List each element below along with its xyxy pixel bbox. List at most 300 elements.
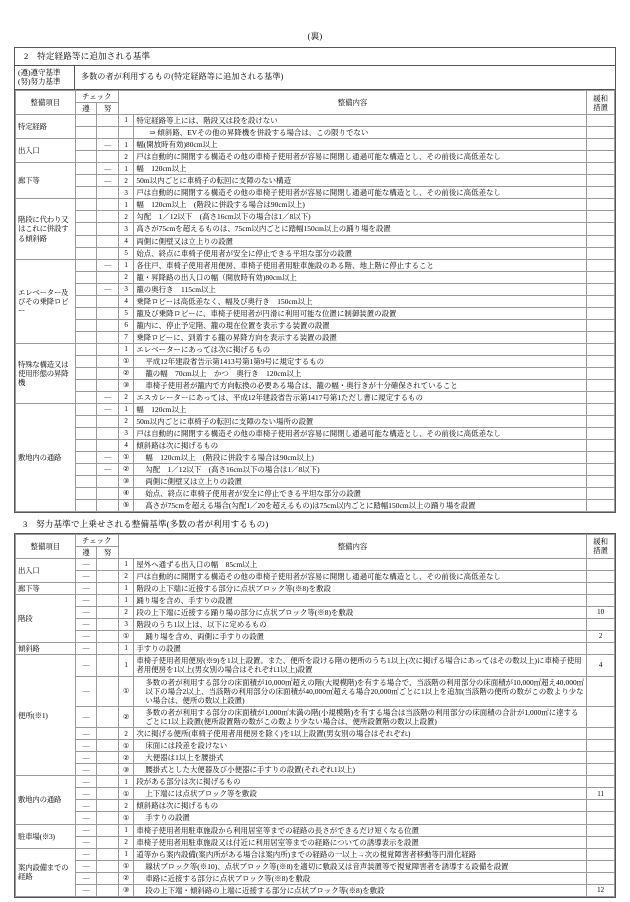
row-content — [134, 812, 587, 824]
row-content — [134, 367, 587, 379]
row-content-text: 始点、終点に車椅子使用者が安全に停止できる平坦な部分の設置 — [145, 489, 362, 499]
relax-measure-cell — [587, 824, 615, 836]
check-cell-do[interactable] — [97, 643, 119, 655]
relax-measure-cell: 4 — [587, 655, 615, 677]
header-relax-line2: 措置 — [593, 102, 608, 112]
check-cell-jun[interactable]: — — [75, 764, 97, 776]
check-cell-jun[interactable] — [75, 367, 97, 379]
table-row — [16, 752, 615, 764]
header-check-jun: 遵 — [75, 103, 97, 115]
row-content: 幅 120cm以上 (階段に併設する場合は90cm以上) — [134, 199, 587, 211]
row-content-text: 高さが75cmを超える場合(勾配1／20を超えるもの)は75cm以内ごとに踏幅150cm以上の踊り場を設置 — [145, 501, 476, 511]
check-cell-do[interactable] — [97, 187, 119, 199]
row-number: ① — [118, 452, 133, 464]
row-item-label: エレベーター及びその乗降ロビー — [16, 259, 76, 343]
relax-measure-cell — [587, 595, 615, 607]
header-relax-line1: 緩和 — [593, 537, 608, 547]
check-cell-do[interactable]: — — [97, 464, 119, 476]
row-number: 1 — [118, 776, 133, 788]
relax-measure-cell — [587, 319, 615, 331]
row-content: 各住戸、車椅子使用者用便房、車椅子使用者用駐車施設のある階、地上階に停止すること — [134, 259, 587, 271]
table-row — [16, 331, 615, 343]
table-row — [16, 367, 615, 379]
row-number: 3 — [118, 187, 133, 199]
header-check-jun: 遵 — [75, 546, 97, 558]
check-cell-do[interactable]: — — [97, 452, 119, 464]
row-content-text: 線状ブロック等(※10)、点状ブロック等(※8)を適切に敷設又は音声装置等で視覚障害者を誘導する設備を設置 — [145, 861, 509, 871]
table-row — [16, 283, 615, 295]
section-3-table-body — [16, 558, 615, 896]
check-cell-do[interactable] — [97, 607, 119, 619]
relax-measure-cell — [587, 295, 615, 307]
check-cell-jun[interactable]: — — [75, 872, 97, 884]
row-number: 1 — [118, 163, 133, 175]
relax-measure-cell — [587, 740, 615, 752]
table-row — [16, 800, 615, 812]
row-content: 幅(開放時有効)80cm以上 — [134, 139, 587, 151]
check-cell-do[interactable] — [97, 848, 119, 860]
check-cell-jun[interactable] — [75, 163, 97, 175]
row-number: ② — [118, 464, 133, 476]
section-2-table — [15, 90, 615, 512]
table-row — [16, 391, 615, 403]
relax-measure-cell — [587, 452, 615, 464]
table-row — [16, 464, 615, 476]
check-cell-do[interactable] — [97, 476, 119, 488]
check-cell-jun[interactable]: — — [75, 595, 97, 607]
check-cell-do[interactable] — [97, 415, 119, 427]
check-cell-do[interactable] — [97, 223, 119, 235]
check-cell-do[interactable] — [97, 570, 119, 582]
relax-measure-cell: 10 — [587, 607, 615, 619]
table-row — [16, 271, 615, 283]
check-cell-jun[interactable]: — — [75, 800, 97, 812]
table-row — [16, 379, 615, 391]
check-cell-jun[interactable] — [75, 223, 97, 235]
header-content: 整備内容 — [118, 534, 586, 558]
relax-measure-cell — [587, 776, 615, 788]
check-cell-jun[interactable] — [75, 307, 97, 319]
row-content-text: 多数の者が利用する部分の床面積が10,000㎡超えの階(大規模階)を有する場合で、当該階の利用部分の床面積が10,000㎡超え40,000㎡以下の場合2以上、当該階の利用部分の床面積が40,000㎡超える場合20,000㎡ごとに1以上を追加(当該階の便所の数がこの数より少ない場合は、便所の数以上設置) — [145, 677, 585, 705]
relax-measure-cell — [587, 752, 615, 764]
check-cell-do[interactable] — [97, 367, 119, 379]
relax-measure-cell — [587, 307, 615, 319]
row-number: 3 — [118, 223, 133, 235]
relax-measure-cell: 12 — [587, 884, 615, 896]
row-content: 車椅子使用者用便房(※9)を1以上設置。また、便所を設ける階の便所のうち1以上(次に掲げる場合にあってはその数以上)に車椅子使用者用便房を1以上(男女別の場合はそれぞれ1以上)設置 — [134, 655, 587, 677]
check-cell-jun[interactable] — [75, 139, 97, 151]
check-cell-do[interactable] — [97, 800, 119, 812]
row-item-label: 敷地内の通路 — [16, 776, 76, 824]
check-cell-jun[interactable] — [75, 379, 97, 391]
section-3-table-head — [16, 534, 615, 558]
header-relax — [587, 91, 615, 115]
check-cell-jun[interactable] — [75, 440, 97, 452]
row-content: 戸は自動的に開閉する構造その他の車椅子使用者が容易に開閉し通過可能な構造とし、その前後に高低差なし — [134, 187, 587, 199]
relax-measure-cell — [587, 283, 615, 295]
row-number: 2 — [118, 800, 133, 812]
check-cell-jun[interactable] — [75, 476, 97, 488]
check-cell-do[interactable] — [97, 379, 119, 391]
row-content — [134, 788, 587, 800]
check-cell-jun[interactable] — [75, 452, 97, 464]
check-cell-jun[interactable] — [75, 403, 97, 415]
header-item: 整備項目 — [16, 534, 76, 558]
table-row — [16, 676, 615, 706]
check-cell-jun[interactable] — [75, 500, 97, 512]
row-content: 車椅子使用者用駐車施設又は付近に利用居室等までの経路についての誘導表示を設置 — [134, 836, 587, 848]
row-item-label: 出入口 — [16, 558, 76, 582]
row-content: 始点、終点に車椅子使用者が安全に停止できる平坦な部分の設置 — [134, 247, 587, 259]
check-cell-jun[interactable] — [75, 295, 97, 307]
check-cell-do[interactable]: — — [97, 139, 119, 151]
header-item: 整備項目 — [16, 91, 76, 115]
relax-measure-cell — [587, 706, 615, 728]
check-cell-jun[interactable]: — — [75, 631, 97, 643]
check-cell-do[interactable] — [97, 824, 119, 836]
check-cell-do[interactable] — [97, 199, 119, 211]
relax-measure-cell — [587, 379, 615, 391]
table-row — [16, 211, 615, 223]
check-cell-do[interactable] — [97, 235, 119, 247]
relax-measure-cell — [587, 488, 615, 500]
check-cell-do[interactable] — [97, 500, 119, 512]
check-cell-do[interactable] — [97, 631, 119, 643]
header-relax-line1: 緩和 — [593, 93, 608, 103]
relax-measure-cell — [587, 440, 615, 452]
table-row — [16, 355, 615, 367]
check-cell-do[interactable] — [97, 706, 119, 728]
check-cell-jun[interactable]: — — [75, 655, 97, 677]
row-content-text: 車椅子使用者が籠内で方向転換の必要ある場合は、籠の幅・奥行きが十分確保されていること — [145, 380, 458, 390]
row-number: 2 — [118, 570, 133, 582]
check-cell-do[interactable]: — — [97, 283, 119, 295]
check-cell-jun[interactable] — [75, 343, 97, 355]
row-number: 1 — [118, 643, 133, 655]
header-relax-line2: 措置 — [593, 546, 608, 556]
relax-measure-cell — [587, 115, 615, 127]
check-cell-jun[interactable]: — — [75, 619, 97, 631]
check-cell-jun[interactable]: — — [75, 824, 97, 836]
row-content-text: 段の上下端・傾斜路の上端に近接する部分に点状ブロック等(※8)を敷設 — [145, 885, 385, 895]
row-number: 6 — [118, 319, 133, 331]
legend-do: (努)努力基準 — [18, 77, 61, 87]
row-item-label: 特殊な構造又は使用形態の昇降機 — [16, 343, 76, 403]
relax-measure-cell — [587, 558, 615, 570]
check-cell-jun[interactable]: — — [75, 607, 97, 619]
check-cell-do[interactable] — [97, 295, 119, 307]
relax-measure-cell — [587, 271, 615, 283]
check-cell-do[interactable] — [97, 872, 119, 884]
relax-measure-cell — [587, 836, 615, 848]
check-cell-jun[interactable]: — — [75, 582, 97, 594]
row-number: 5 — [118, 307, 133, 319]
row-content-text: 平成12年建設省告示第1413号第1第9号に規定するもの — [145, 356, 325, 366]
check-cell-do[interactable] — [97, 788, 119, 800]
section-2-title: 2 特定経路等に追加される基準 — [15, 48, 615, 66]
table-row — [16, 860, 615, 872]
row-number: 2 — [118, 836, 133, 848]
check-cell-do[interactable] — [97, 728, 119, 740]
relax-measure-cell — [587, 800, 615, 812]
row-number: ① — [118, 355, 133, 367]
row-content — [134, 488, 587, 500]
check-cell-jun[interactable] — [75, 175, 97, 187]
relax-measure-cell — [587, 728, 615, 740]
relax-measure-cell — [587, 127, 615, 139]
check-cell-do[interactable]: — — [97, 391, 119, 403]
section-3-table — [15, 534, 615, 897]
check-cell-jun[interactable]: — — [75, 570, 97, 582]
row-content — [134, 764, 587, 776]
table-row — [16, 115, 615, 127]
row-number: 2 — [118, 211, 133, 223]
check-cell-do[interactable] — [97, 355, 119, 367]
check-cell-jun[interactable] — [75, 464, 97, 476]
table-row — [16, 235, 615, 247]
check-cell-do[interactable] — [97, 271, 119, 283]
check-cell-do[interactable] — [97, 836, 119, 848]
check-cell-do[interactable]: — — [97, 175, 119, 187]
row-content — [134, 676, 587, 706]
check-cell-jun[interactable]: — — [75, 740, 97, 752]
check-cell-jun[interactable]: — — [75, 812, 97, 824]
check-cell-do[interactable] — [97, 582, 119, 594]
check-cell-do[interactable] — [97, 488, 119, 500]
row-number: ① — [118, 740, 133, 752]
row-content: 勾配 1／12以下 (高さ16cm以下の場合は1／8以下) — [134, 211, 587, 223]
row-content: 籠内に、停止予定階、籠の現在位置を表示する装置の設置 — [134, 319, 587, 331]
check-cell-do[interactable] — [97, 247, 119, 259]
relax-measure-cell — [587, 476, 615, 488]
relax-measure-cell — [587, 151, 615, 163]
check-cell-do[interactable] — [97, 595, 119, 607]
check-cell-do[interactable] — [97, 740, 119, 752]
row-content: 籠の奥行き 115cm以上 — [134, 283, 587, 295]
row-content-text: 籠の幅 70cm以上 かつ 奥行き 120cm以上 — [145, 368, 302, 378]
check-cell-jun[interactable] — [75, 331, 97, 343]
row-content: 手すりの設置 — [134, 643, 587, 655]
check-cell-do[interactable] — [97, 860, 119, 872]
relax-measure-cell — [587, 464, 615, 476]
relax-measure-cell — [587, 812, 615, 824]
row-content: 戸は自動的に開閉する構造その他の車椅子使用者が容易に開閉し通過可能な構造とし、その前後に高低差なし — [134, 570, 587, 582]
row-content-text: 多数の者が利用する部分の床面積が1,000㎡未満の階(小規模階)を有する場合は当該階の利用部分の床面積の合計が1,000㎡に達するごとに1以上設置(便所設置階の数がこの数より少ない場合は、便所設置階の数以上設置) — [145, 707, 579, 726]
row-number: ③ — [118, 379, 133, 391]
row-content: 50m以内ごとに車椅子の転回に支障のない構造 — [134, 175, 587, 187]
row-number: 1 — [118, 403, 133, 415]
header-check-do: 努 — [97, 103, 119, 115]
table-row — [16, 187, 615, 199]
check-cell-jun[interactable] — [75, 127, 97, 139]
table-row — [16, 415, 615, 427]
relax-measure-cell — [587, 163, 615, 175]
relax-measure-cell — [587, 643, 615, 655]
section-3-title: 3 努力基準で上乗せされる整備基準(多数の者が利用するもの) — [23, 519, 269, 530]
check-cell-jun[interactable]: — — [75, 676, 97, 706]
check-cell-do[interactable] — [97, 127, 119, 139]
table-row — [16, 582, 615, 594]
row-content — [134, 452, 587, 464]
check-cell-do[interactable] — [97, 655, 119, 677]
check-cell-jun[interactable] — [75, 428, 97, 440]
check-cell-do[interactable] — [97, 211, 119, 223]
table-row — [16, 319, 615, 331]
table-row — [16, 307, 615, 319]
check-cell-do[interactable] — [97, 151, 119, 163]
table-row — [16, 631, 615, 643]
check-cell-jun[interactable]: — — [75, 776, 97, 788]
table-row — [16, 440, 615, 452]
check-cell-jun[interactable]: — — [75, 706, 97, 728]
check-cell-jun[interactable]: — — [75, 836, 97, 848]
table-row — [16, 824, 615, 836]
row-content: 乗降ロビーは高低差なく、幅及び奥行き 150cm以上 — [134, 295, 587, 307]
table-row — [16, 151, 615, 163]
check-cell-jun[interactable] — [75, 488, 97, 500]
row-content: エスカレーターにあっては、平成12年建設省告示第1417号第1ただし書に規定するもの — [134, 391, 587, 403]
relax-measure-cell — [587, 199, 615, 211]
header-check-group: チェック — [75, 91, 118, 103]
check-cell-do[interactable]: — — [97, 259, 119, 271]
header-check-do: 努 — [97, 546, 119, 558]
check-cell-jun[interactable]: — — [75, 860, 97, 872]
row-number: 7 — [118, 331, 133, 343]
table-row — [16, 619, 615, 631]
row-item-label: 廊下等 — [16, 163, 76, 199]
row-content: 幅 120cm以上 — [134, 163, 587, 175]
row-number: 2 — [118, 415, 133, 427]
check-cell-jun[interactable] — [75, 211, 97, 223]
row-content — [134, 860, 587, 872]
table-row — [16, 139, 615, 151]
section-3-frame — [14, 533, 616, 898]
relax-measure-cell — [587, 764, 615, 776]
check-cell-jun[interactable]: — — [75, 848, 97, 860]
row-content: 傾斜路は次に掲げるもの — [134, 440, 587, 452]
section-2-criteria-bar — [15, 66, 615, 91]
row-content-text: 幅 120cm以上 (階段に併設する場合は90cm以上) — [145, 453, 314, 463]
row-content — [134, 127, 587, 139]
row-content: 戸は自動的に開閉する構造その他の車椅子使用者が容易に開閉し通過可能な構造とし、その前後に高低差なし — [134, 151, 587, 163]
table-row — [16, 764, 615, 776]
check-cell-jun[interactable] — [75, 271, 97, 283]
table-row — [16, 295, 615, 307]
check-cell-do[interactable] — [97, 343, 119, 355]
relax-measure-cell — [587, 235, 615, 247]
check-cell-jun[interactable]: — — [75, 558, 97, 570]
table-row — [16, 728, 615, 740]
check-cell-jun[interactable] — [75, 235, 97, 247]
relax-measure-cell — [587, 331, 615, 343]
row-content — [134, 740, 587, 752]
check-cell-do[interactable] — [97, 307, 119, 319]
relax-measure-cell — [587, 259, 615, 271]
check-cell-do[interactable] — [97, 428, 119, 440]
row-content: 高さが75cmを超えるものは、75cm以内ごとに踏幅150cm以上の踊り場を設置 — [134, 223, 587, 235]
section-2-table-head — [16, 91, 615, 115]
row-content-text: 手すりの設置 — [145, 813, 190, 823]
table-row — [16, 788, 615, 800]
check-cell-jun[interactable] — [75, 151, 97, 163]
check-cell-do[interactable] — [97, 676, 119, 706]
row-item-label: 駐車場(※3) — [16, 824, 76, 848]
check-cell-do[interactable] — [97, 812, 119, 824]
table-row — [16, 655, 615, 677]
check-cell-jun[interactable]: — — [75, 788, 97, 800]
check-cell-jun[interactable] — [75, 415, 97, 427]
check-cell-jun[interactable]: — — [75, 752, 97, 764]
table-row — [16, 706, 615, 728]
row-number: 2 — [118, 607, 133, 619]
check-cell-do[interactable] — [97, 440, 119, 452]
row-number: ① — [118, 812, 133, 824]
check-cell-do[interactable] — [97, 884, 119, 896]
check-cell-jun[interactable] — [75, 259, 97, 271]
check-cell-jun[interactable] — [75, 115, 97, 127]
relax-measure-cell — [587, 187, 615, 199]
relax-measure-cell — [587, 676, 615, 706]
row-number: 3 — [118, 619, 133, 631]
row-number: 2 — [118, 271, 133, 283]
row-item-label: 案内設備までの経路 — [16, 848, 76, 896]
row-content: 両側に側壁又は立上りの設置 — [134, 235, 587, 247]
row-item-label: 敷地内の通路 — [16, 403, 76, 511]
check-cell-do[interactable] — [97, 776, 119, 788]
check-cell-jun[interactable]: — — [75, 884, 97, 896]
row-content — [134, 884, 587, 896]
check-cell-do[interactable] — [97, 752, 119, 764]
row-item-label: 階段に代わり又はこれに併設する傾斜路 — [16, 199, 76, 259]
check-cell-jun[interactable]: — — [75, 728, 97, 740]
check-cell-jun[interactable] — [75, 355, 97, 367]
check-cell-do[interactable] — [97, 764, 119, 776]
relax-measure-cell — [587, 391, 615, 403]
check-cell-jun[interactable] — [75, 391, 97, 403]
row-number: 2 — [118, 391, 133, 403]
check-cell-jun[interactable] — [75, 199, 97, 211]
row-content: 階段のうち1以上は、以下に定めるもの — [134, 619, 587, 631]
row-item-label: 出入口 — [16, 139, 76, 163]
check-cell-do[interactable] — [97, 331, 119, 343]
table-row — [16, 403, 615, 415]
check-cell-do[interactable] — [97, 115, 119, 127]
check-cell-do[interactable] — [97, 558, 119, 570]
relax-measure-cell — [587, 872, 615, 884]
check-cell-jun[interactable] — [75, 319, 97, 331]
table-row — [16, 259, 615, 271]
check-cell-do[interactable] — [97, 619, 119, 631]
row-content: 籠・昇降路の出入口の幅（開放時有効)80cm以上 — [134, 271, 587, 283]
row-number: ① — [118, 860, 133, 872]
row-content — [134, 464, 587, 476]
check-cell-jun[interactable]: — — [75, 643, 97, 655]
check-cell-jun[interactable] — [75, 283, 97, 295]
check-cell-do[interactable] — [97, 319, 119, 331]
row-content: 幅 120cm以上 — [134, 403, 587, 415]
row-number: 2 — [118, 175, 133, 187]
check-cell-do[interactable]: — — [97, 403, 119, 415]
table-row — [16, 872, 615, 884]
check-cell-do[interactable]: — — [97, 163, 119, 175]
row-number: 4 — [118, 440, 133, 452]
check-cell-jun[interactable] — [75, 247, 97, 259]
check-cell-jun[interactable] — [75, 187, 97, 199]
row-item-label: 廊下等 — [16, 582, 76, 594]
section-2-table-body — [16, 115, 615, 512]
table-row — [16, 558, 615, 570]
page-marker: (裏) — [307, 31, 323, 41]
